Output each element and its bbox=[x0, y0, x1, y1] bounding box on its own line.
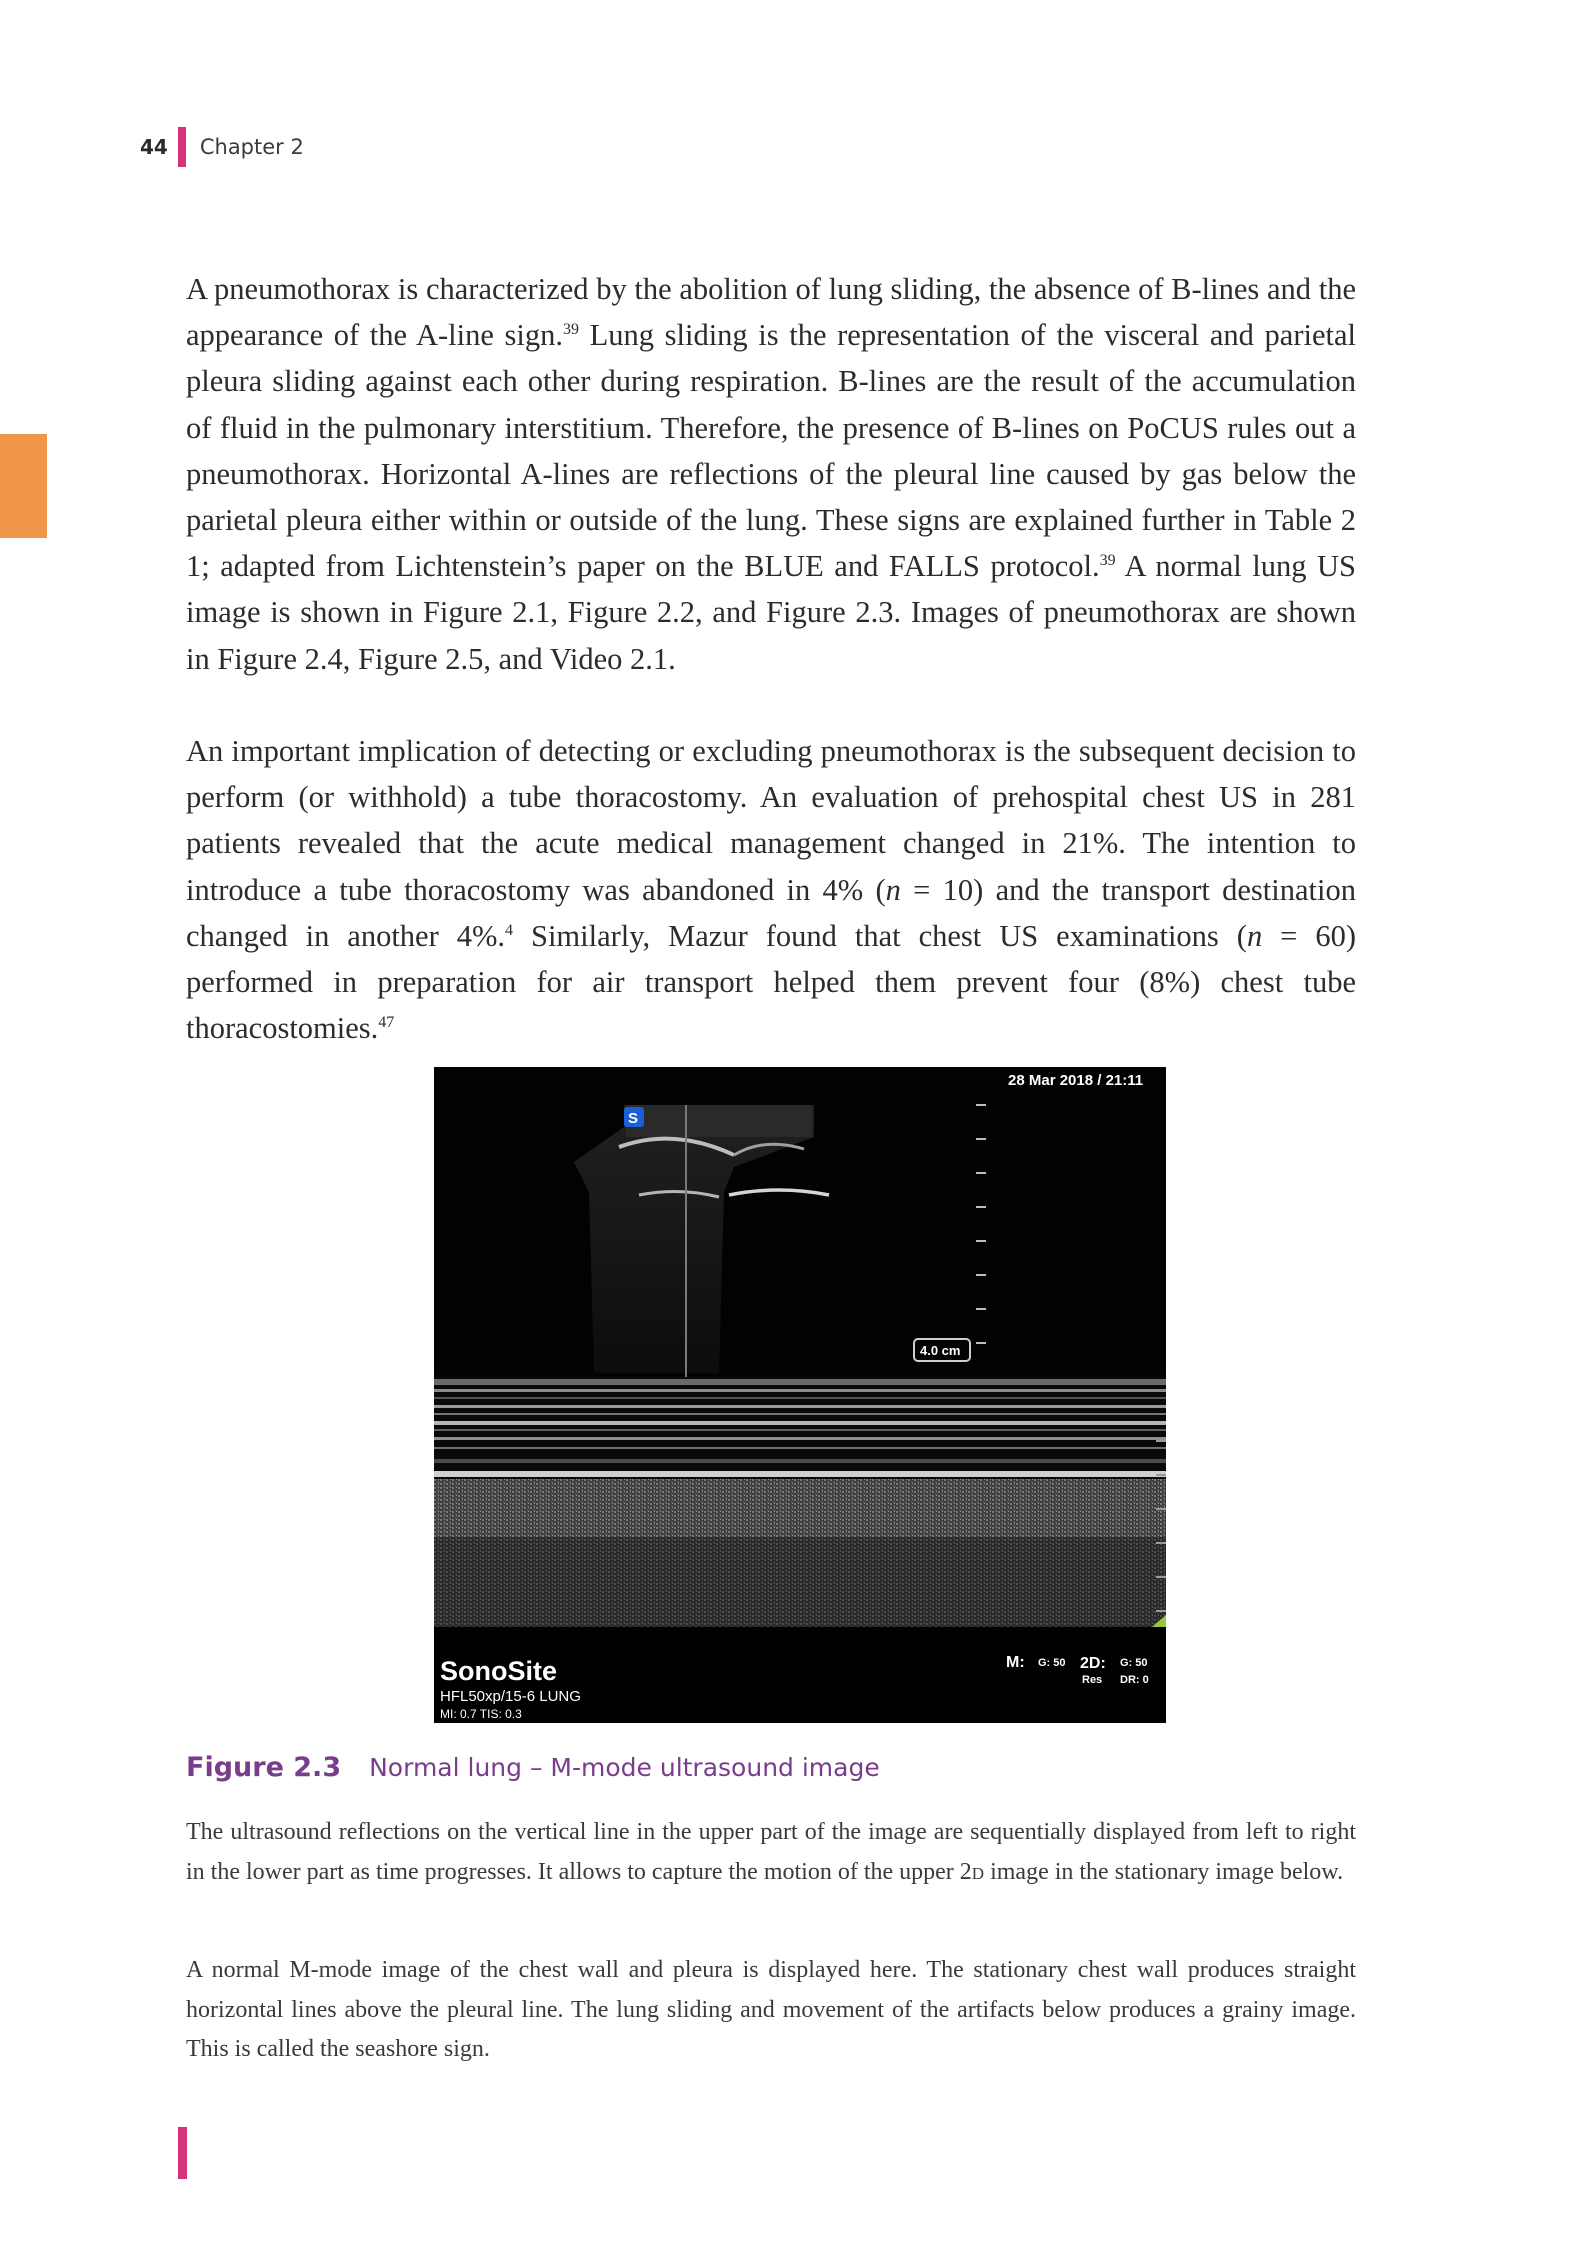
body-paragraph-1 bbox=[186, 266, 1356, 682]
text-run: Lung sliding is the representation of the visceral and parietal pleura sliding against each other during respiration. B-lines are the result of the accumulation of fluid in the pulmonary interstitium. Therefore, the presence of B-lines on PoCUS rules out a pneumothorax. Horizontal A-lines are reflections of the pleural line caused by gas below the parietal pleura either within or outside of the lung. These signs are explained further in Table 2 1; adapted from Lichtenstein’s paper on the BLUE and FALLS protocol. bbox=[186, 318, 1356, 584]
small-caps-2d: 2d bbox=[959, 1858, 985, 1885]
chapter-tab-marker bbox=[0, 434, 47, 538]
body-paragraph-2 bbox=[186, 728, 1356, 1051]
text-run: = 60) performed in preparation for air transport helped them prevent four (8%) chest tube thoracostomies. bbox=[186, 918, 1356, 1046]
caption-note-1 bbox=[186, 1813, 1356, 1892]
reference: 39 bbox=[563, 321, 579, 339]
reference: 4 bbox=[505, 921, 514, 939]
italic-n: n bbox=[1246, 918, 1263, 953]
brand-label: SonoSite bbox=[440, 1656, 558, 1686]
chapter-title: Chapter 2 bbox=[199, 135, 304, 159]
header-divider bbox=[178, 127, 186, 167]
probe-label: HFL50xp/15-6 LUNG bbox=[440, 1688, 581, 1705]
page-header bbox=[140, 128, 304, 166]
text-run: image in the stationary image below. bbox=[984, 1858, 1344, 1885]
ultrasound-figure bbox=[434, 1067, 1166, 1723]
page-number: 44 bbox=[140, 135, 168, 159]
text-run: Similarly, Mazur found that chest US examinations ( bbox=[513, 918, 1247, 953]
m-gain: G: 50 bbox=[1038, 1657, 1066, 1669]
text-run: = 10) and the transport destination changed in another 4%. bbox=[186, 872, 1356, 953]
italic-n: n bbox=[885, 872, 901, 907]
text-run: A pneumothorax is characterized by the abolition of lung sliding, the absence of B-lines and the appearance of the A-line sign. bbox=[186, 272, 1356, 353]
indices-label: MI: 0.7 TIS: 0.3 bbox=[440, 1707, 522, 1721]
svg-text:S: S bbox=[628, 1110, 639, 1127]
footer-marker bbox=[178, 2127, 187, 2179]
caption-note-2: A normal M-mode image of the chest wall and pleura is displayed here. The stationary chest wall produces straight horizontal lines above the pleural line. The lung sliding and movement of the artifacts below produces a grainy image. This is called the seashore sign. bbox=[186, 1957, 1356, 2062]
res-label: Res bbox=[1082, 1674, 1103, 1686]
figure-label: Figure 2.3 bbox=[186, 1752, 342, 1783]
reference: 47 bbox=[378, 1014, 395, 1032]
text-run: A normal lung US image is shown in Figure 2.1, Figure 2.2, and Figure 2.3. Images of pneumothorax are shown in Figure 2.4, Figure 2.5, and Video 2.1. bbox=[186, 549, 1357, 676]
figure-title: Normal lung – M-mode ultrasound image bbox=[369, 1753, 880, 1782]
ultrasound-image bbox=[434, 1067, 1166, 1723]
2d-gain: G: 50 bbox=[1120, 1657, 1148, 1669]
2d-label: 2D: bbox=[1080, 1655, 1106, 1672]
reference: 39 bbox=[1099, 552, 1116, 570]
dr-label: DR: 0 bbox=[1120, 1674, 1149, 1686]
figure-caption bbox=[186, 1752, 880, 1783]
m-mode-pleural-line bbox=[434, 1471, 1166, 1477]
m-label: M: bbox=[1006, 1654, 1025, 1671]
text-run: An important implication of detecting or excluding pneumothorax is the subsequent decision to perform (or withhold) a tube thoracostomy. An evaluation of prehospital chest US in 281 patients revealed that the acute medical management changed in 21%. The intention to introduce a tube thoracostomy was abandoned in 4% ( bbox=[186, 734, 1356, 907]
text-run: The ultrasound reflections on the vertical line in the upper part of the image are sequentially displayed from left to right in the lower part as time progresses. It allows to capture the motion of the upper bbox=[186, 1819, 1356, 1885]
depth-label: 4.0 cm bbox=[920, 1343, 961, 1358]
datetime-label: 28 Mar 2018 / 21:11 bbox=[1008, 1072, 1144, 1089]
m-mode-strip bbox=[434, 1377, 1166, 1627]
